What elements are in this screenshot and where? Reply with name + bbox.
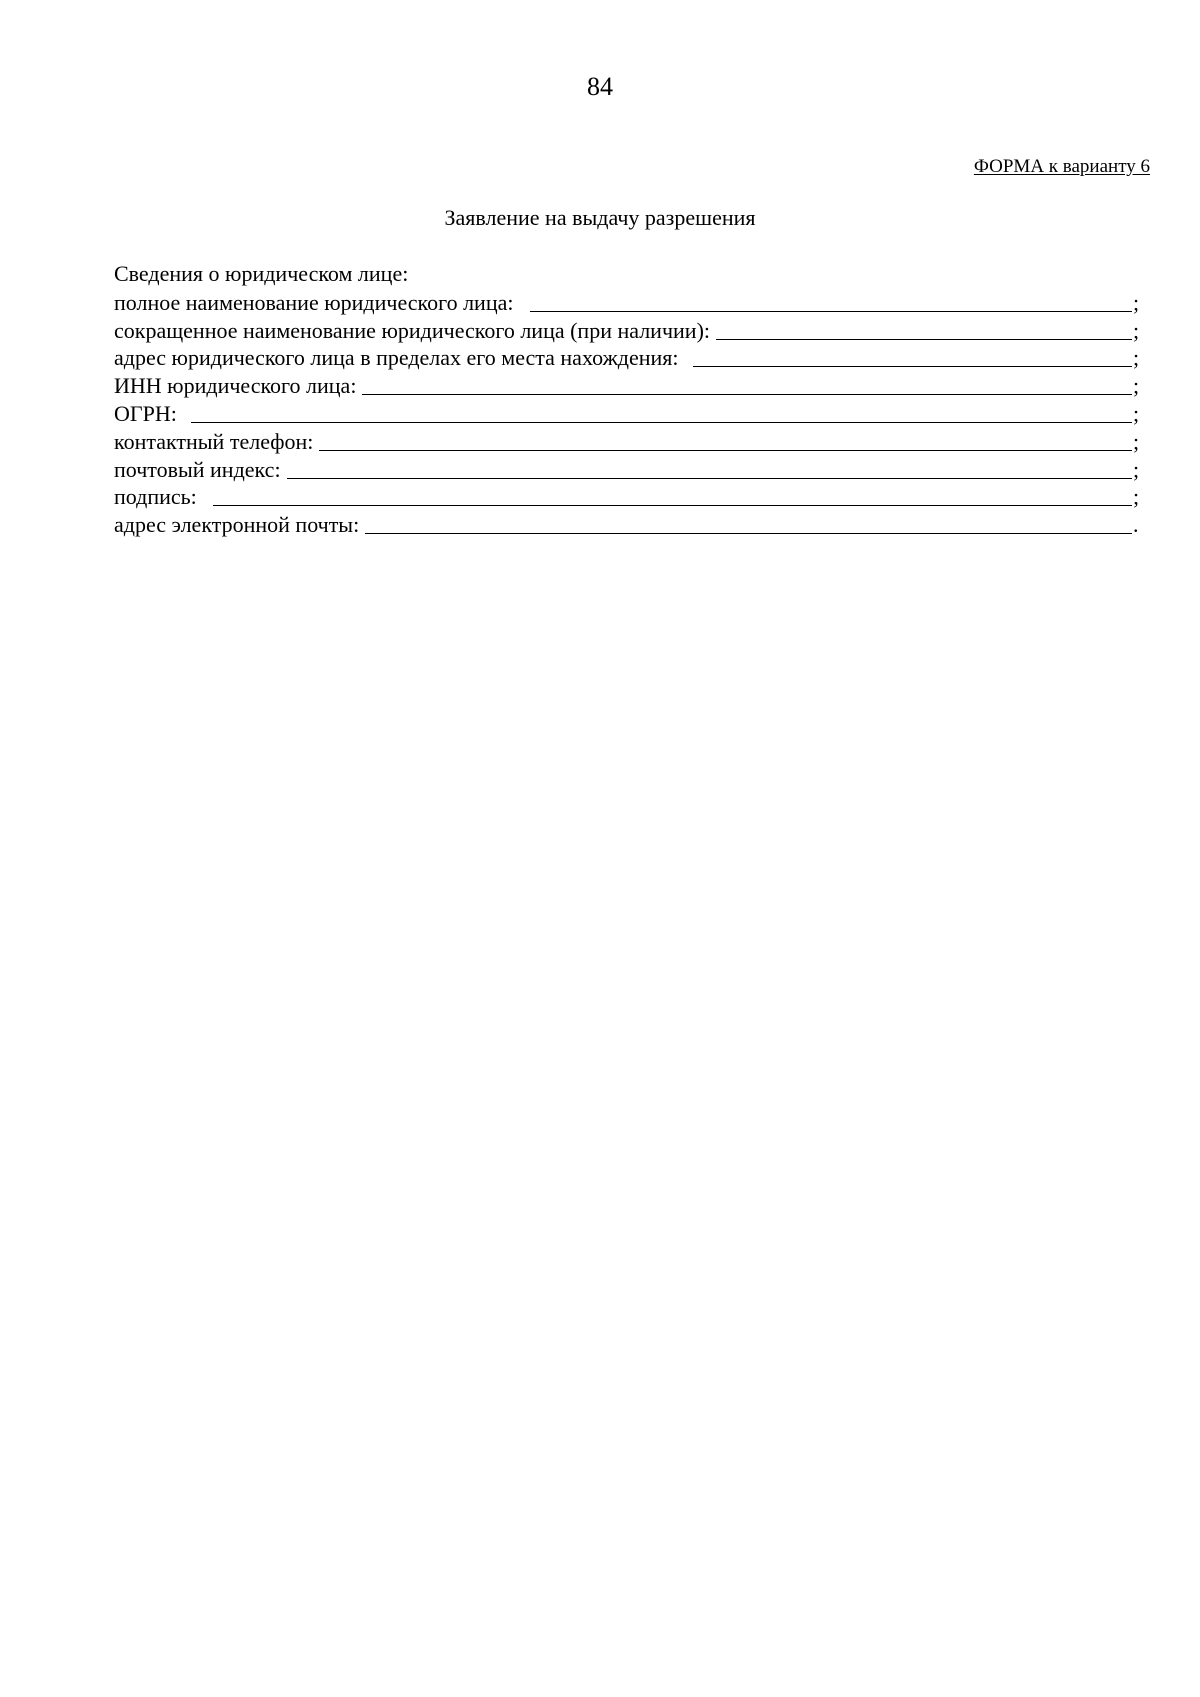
field-signature <box>114 483 1141 511</box>
field-label: адрес электронной почты: <box>114 512 360 538</box>
field-blank-line[interactable] <box>319 432 1132 451</box>
document-title: Заявление на выдачу разрешения <box>444 205 756 230</box>
field-terminator: ; <box>1133 373 1140 399</box>
field-blank-line[interactable] <box>287 460 1132 479</box>
field-full-name <box>114 288 1141 316</box>
field-label: ИНН юридического лица: <box>114 373 357 399</box>
field-terminator: ; <box>1133 289 1140 315</box>
field-blank-line[interactable] <box>213 487 1132 506</box>
field-terminator: ; <box>1133 317 1140 343</box>
field-terminator: ; <box>1133 345 1140 371</box>
field-label: полное наименование юридического лица: <box>114 289 514 315</box>
field-blank-line[interactable] <box>191 404 1132 423</box>
field-terminator: . <box>1133 512 1139 538</box>
form-reference: ФОРМА к варианту 6 <box>973 156 1150 177</box>
field-blank-line[interactable] <box>716 321 1132 340</box>
legal-entity-section <box>114 260 1141 538</box>
field-inn <box>114 371 1141 399</box>
field-blank-line[interactable] <box>365 515 1132 534</box>
field-ogrn <box>114 399 1141 427</box>
field-short-name <box>114 316 1141 344</box>
section-heading: Сведения о юридическом лице: <box>114 261 409 286</box>
field-label: ОГРН: <box>114 400 177 426</box>
field-label: почтовый индекс: <box>114 456 281 482</box>
field-postal-code <box>114 455 1141 483</box>
field-blank-line[interactable] <box>530 293 1132 312</box>
field-label: адрес юридического лица в пределах его места нахождения: <box>114 345 679 371</box>
field-address <box>114 344 1141 372</box>
field-blank-line[interactable] <box>362 376 1132 395</box>
field-phone <box>114 427 1141 455</box>
page-number: 84 <box>587 72 613 101</box>
field-blank-line[interactable] <box>693 348 1132 367</box>
field-label: сокращенное наименование юридического лица (при наличии): <box>114 317 711 343</box>
field-terminator: ; <box>1133 456 1140 482</box>
field-terminator: ; <box>1133 428 1140 454</box>
field-terminator: ; <box>1133 484 1140 510</box>
field-email <box>114 510 1141 538</box>
field-terminator: ; <box>1133 400 1140 426</box>
field-label: подпись: <box>114 484 197 510</box>
field-label: контактный телефон: <box>114 428 314 454</box>
